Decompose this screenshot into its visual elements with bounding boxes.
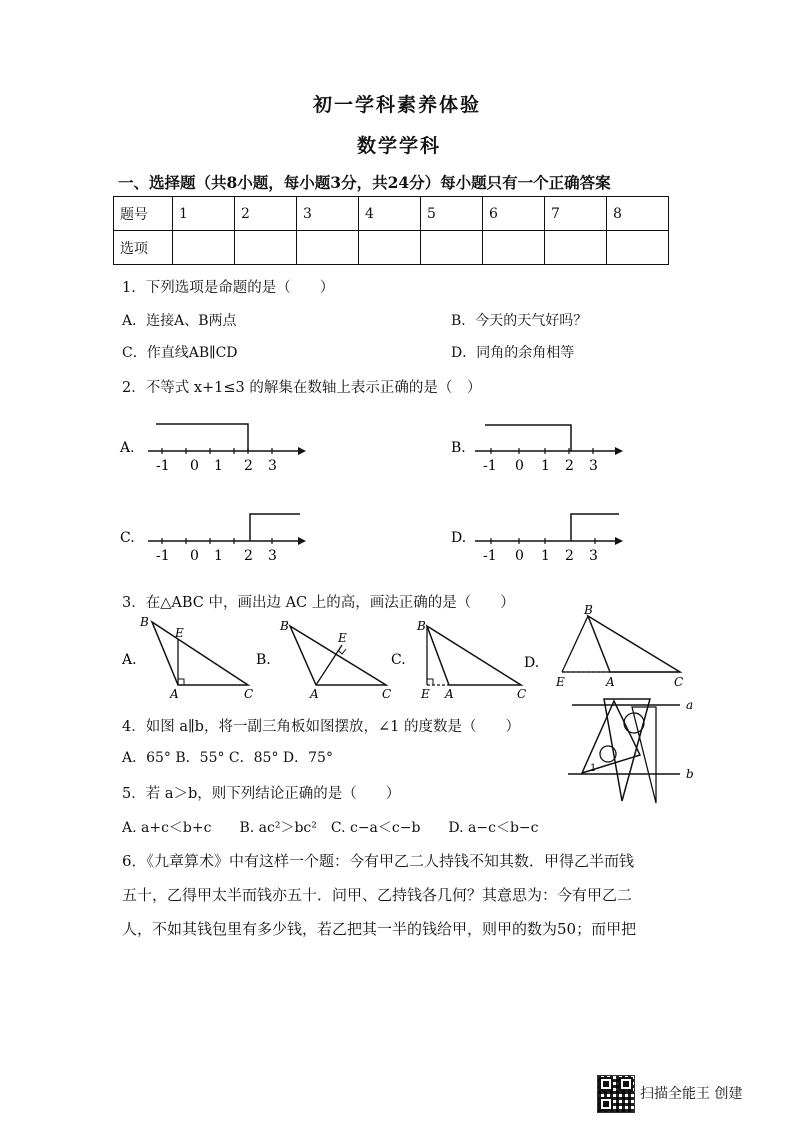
q1-option-c: C．作直线AB∥CD: [122, 345, 238, 361]
point-label: B: [584, 604, 593, 617]
point-label: A: [606, 675, 615, 689]
q6-line-2: 五十，乙得甲太半而钱亦五十．问甲、乙持钱各几何？其意思为：今有甲乙二: [122, 886, 633, 904]
table-cell: 8: [607, 197, 669, 231]
page-subtitle: 数学学科: [357, 135, 442, 157]
tick-label: 2: [565, 548, 574, 564]
tick-label: -1: [483, 548, 497, 564]
q1-option-d: D．同角的余角相等: [451, 345, 575, 361]
point-label: C: [674, 675, 684, 689]
number-line-d: [449, 508, 649, 564]
answer-cell[interactable]: [607, 231, 669, 265]
option-label: A.: [120, 440, 135, 456]
answer-cell[interactable]: [235, 231, 297, 265]
point-label: C: [517, 687, 527, 701]
tick-label: 2: [244, 458, 253, 474]
option-label: C.: [391, 652, 406, 668]
table-cell: 5: [421, 197, 483, 231]
tick-label: 0: [515, 458, 524, 474]
qr-code-icon: [597, 1075, 635, 1113]
q3-stem: 3．在△ABC 中，画出边 AC 上的高，画法正确的是（ ）: [122, 595, 515, 611]
answer-cell[interactable]: [359, 231, 421, 265]
point-label: C: [244, 687, 254, 701]
option-label: D.: [451, 530, 467, 546]
q6-line-3: 人，不如其钱包里有多少钱，若乙把其一半的钱给甲，则甲的数为50；而甲把: [122, 920, 637, 938]
number-line-a: [118, 418, 318, 474]
triangle-figure-a: [120, 612, 260, 702]
table-cell: 3: [297, 197, 359, 231]
point-label: A: [445, 687, 454, 701]
point-label: B: [417, 619, 426, 633]
option-label: A.: [122, 652, 137, 668]
tick-label: 3: [268, 458, 277, 474]
tick-label: 0: [190, 548, 199, 564]
scanner-watermark: 扫描全能王 创建: [640, 1086, 743, 1102]
point-label: E: [421, 687, 430, 701]
point-label: E: [556, 675, 565, 689]
parallel-lines-triangles-figure: [560, 693, 700, 809]
tick-label: 1: [214, 458, 223, 474]
tick-label: 2: [244, 548, 253, 564]
table-cell: 6: [483, 197, 545, 231]
tick-label: 1: [541, 458, 550, 474]
answer-cell[interactable]: [545, 231, 607, 265]
option-label: C.: [120, 530, 135, 546]
table-header-cell: 题号: [114, 197, 173, 231]
answer-table: [113, 196, 669, 265]
point-label: C: [382, 687, 392, 701]
number-line-c: [118, 508, 318, 564]
option-label: B.: [256, 652, 271, 668]
section-heading: 一、选择题（共8小题，每小题3分，共24分）每小题只有一个正确答案: [118, 173, 611, 192]
tick-label: 0: [515, 548, 524, 564]
line-label: a: [686, 698, 694, 712]
line-label: b: [686, 767, 694, 781]
option-label: D.: [524, 655, 540, 671]
tick-label: 3: [589, 548, 598, 564]
tick-label: -1: [156, 458, 170, 474]
point-label: A: [170, 687, 179, 701]
answer-cell[interactable]: [421, 231, 483, 265]
point-label: B: [140, 615, 149, 629]
number-line-b: [449, 418, 649, 474]
option-label: B.: [451, 440, 466, 456]
triangle-figure-d: [522, 604, 692, 694]
point-label: A: [310, 687, 319, 701]
table-cell: 2: [235, 197, 297, 231]
q6-line-1: 6．《九章算术》中有这样一个题：今有甲乙二人持钱不知其数．甲得乙半而钱: [122, 852, 635, 870]
q1-option-a: A．连接A、B两点: [122, 313, 237, 329]
q1-stem: 1．下列选项是命题的是（ ）: [122, 280, 335, 296]
tick-label: -1: [156, 548, 170, 564]
q4-stem: 4．如图 a∥b，将一副三角板如图摆放，∠1 的度数是（ ）: [122, 719, 520, 735]
answer-cell[interactable]: [297, 231, 359, 265]
q2-stem: 2．不等式 x+1≤3 的解集在数轴上表示正确的是（ ）: [122, 380, 482, 396]
angle-label: 1: [590, 763, 597, 774]
tick-label: 1: [214, 548, 223, 564]
tick-label: 3: [589, 458, 598, 474]
table-row: [114, 197, 669, 231]
table-row: [114, 231, 669, 265]
tick-label: 2: [565, 458, 574, 474]
point-label: B: [280, 619, 289, 633]
page-title: 初一学科素养体验: [313, 94, 482, 116]
table-cell: 7: [545, 197, 607, 231]
tick-label: 0: [190, 458, 199, 474]
tick-label: 3: [268, 548, 277, 564]
q1-option-b: B．今天的天气好吗？: [451, 313, 588, 329]
point-label: E: [338, 631, 347, 645]
tick-label: 1: [541, 548, 550, 564]
q4-options: A．65° B．55° C．85° D．75°: [122, 750, 333, 766]
table-cell: 4: [359, 197, 421, 231]
tick-label: -1: [483, 458, 497, 474]
answer-cell[interactable]: [173, 231, 235, 265]
table-header-cell: 选项: [114, 231, 173, 265]
q5-options: A. a+c＜b+c B. ac²＞bc² C. c−a＜c−b D. a−c＜b−c: [122, 820, 539, 836]
table-cell: 1: [173, 197, 235, 231]
point-label: E: [175, 626, 184, 640]
q5-stem: 5．若 a＞b，则下列结论正确的是（ ）: [122, 786, 401, 802]
answer-cell[interactable]: [483, 231, 545, 265]
triangle-figure-c: [389, 612, 534, 702]
triangle-figure-b: [254, 612, 404, 702]
